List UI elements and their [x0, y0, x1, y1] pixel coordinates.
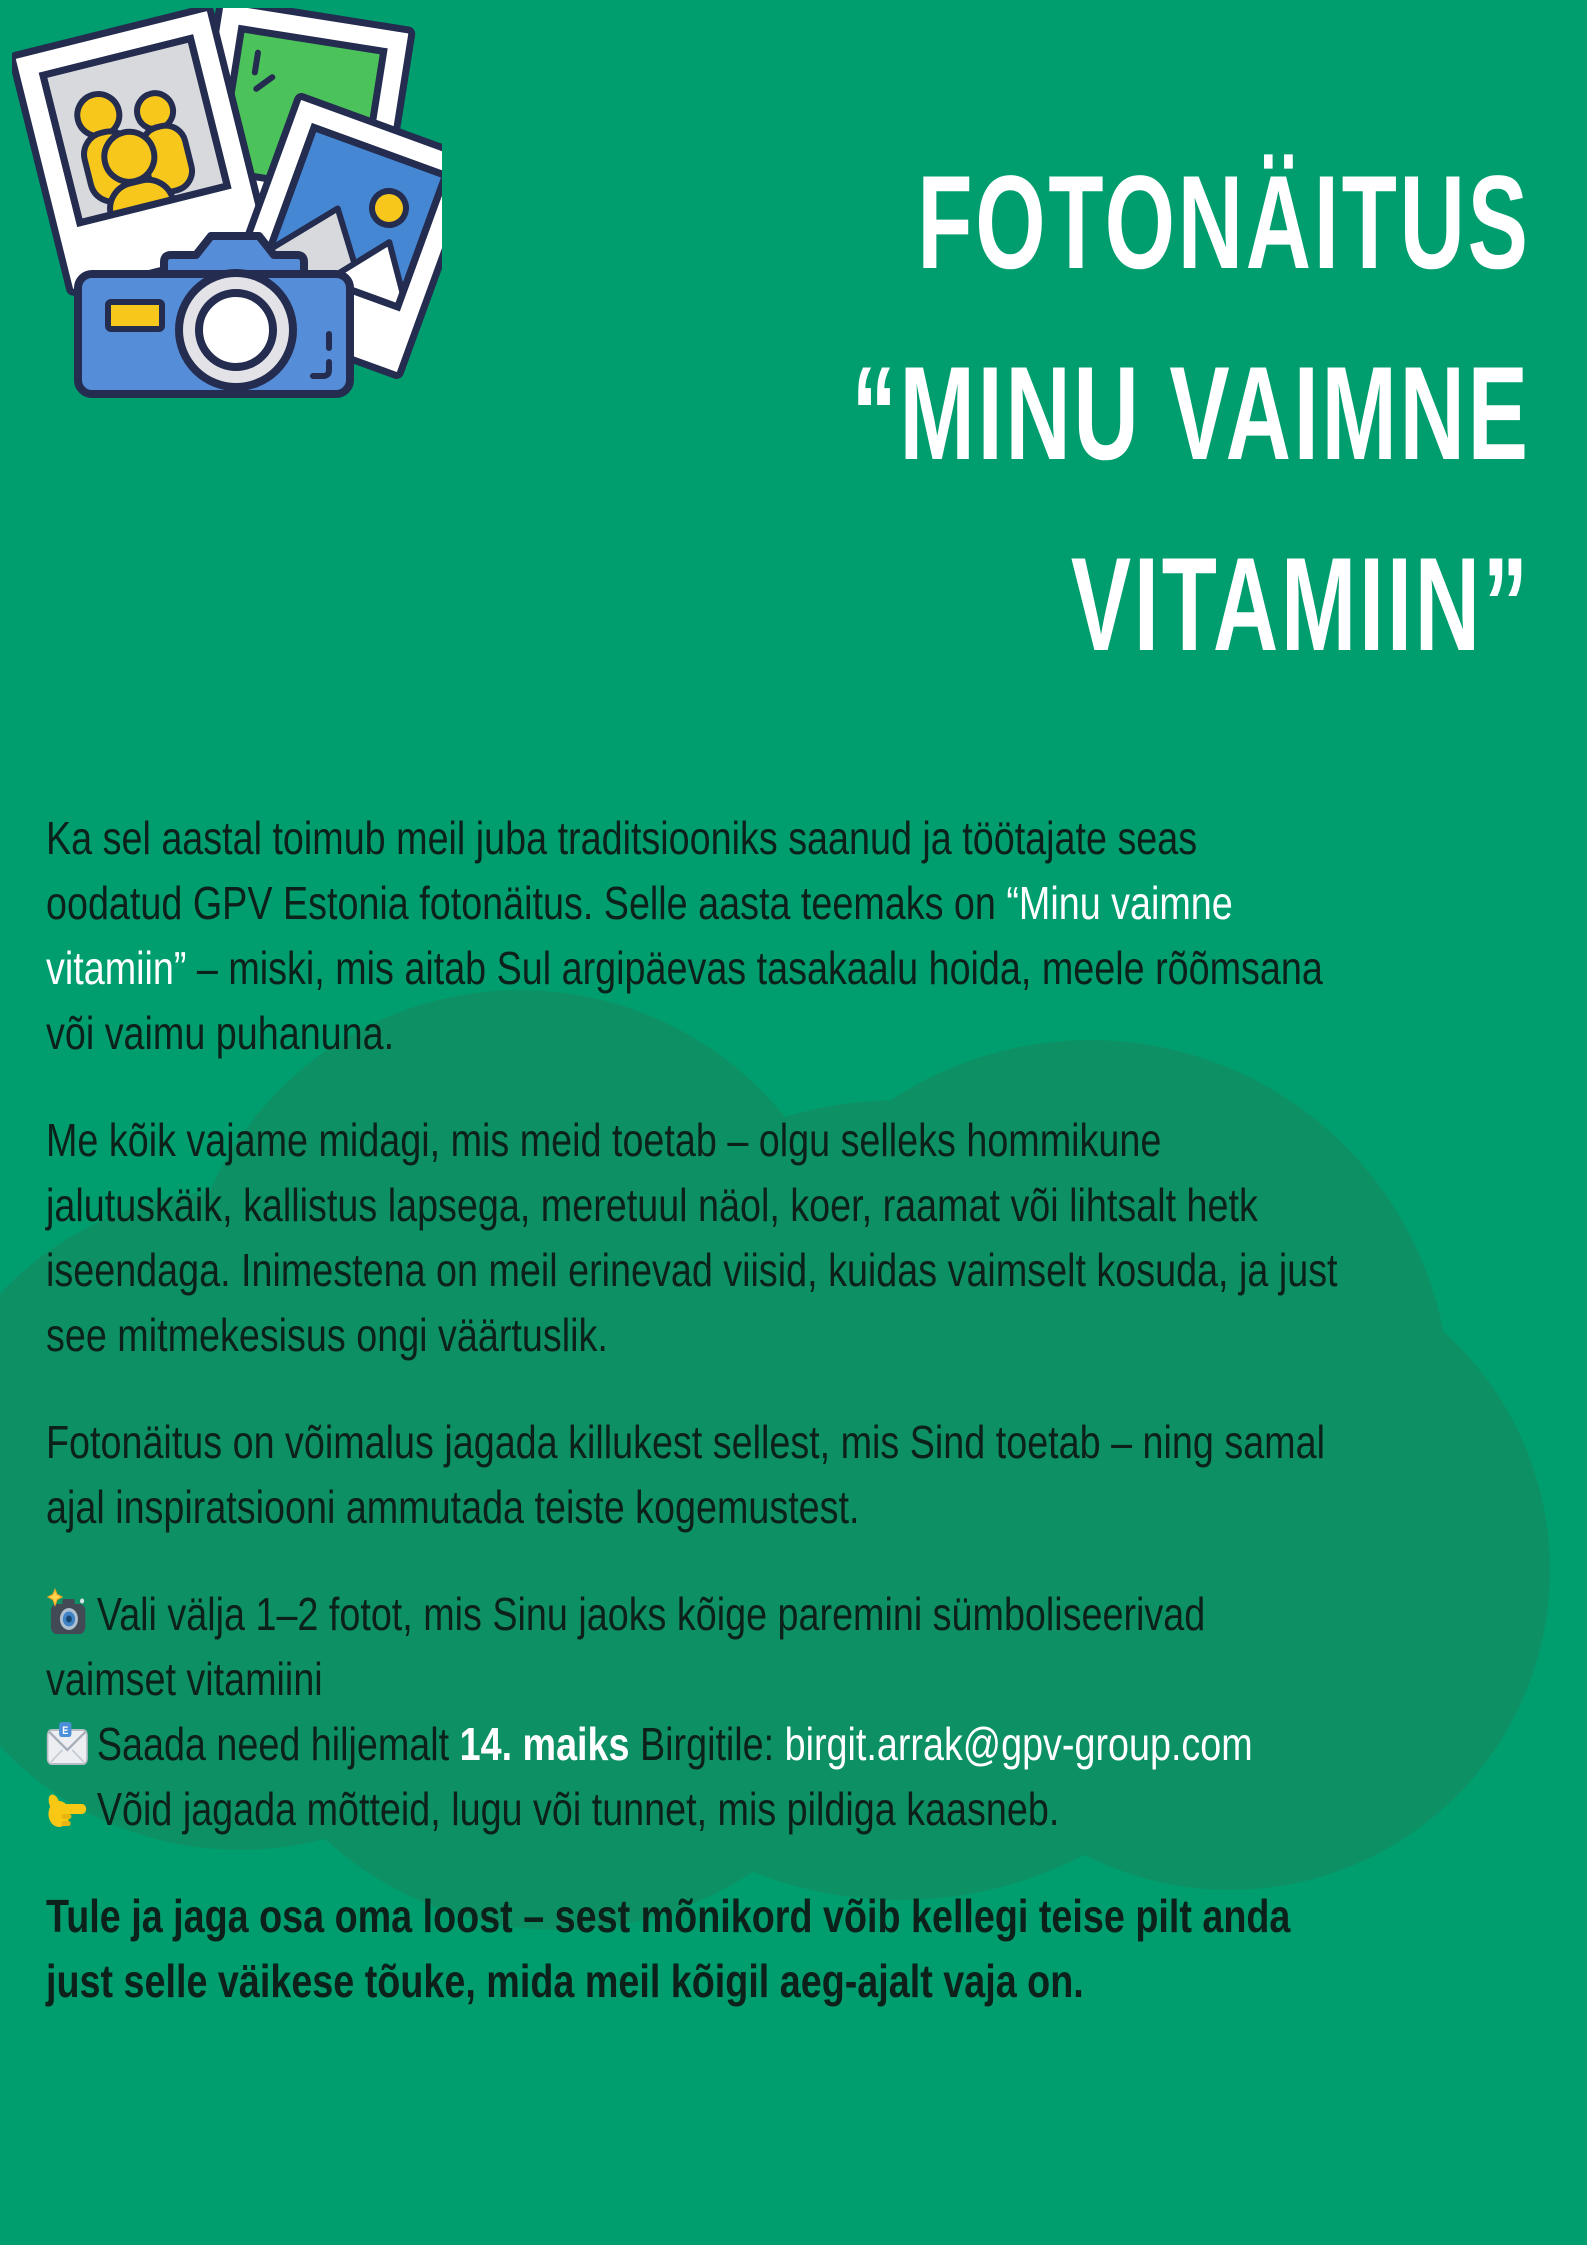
text-line [46, 1647, 1587, 1712]
text-line [46, 1173, 1587, 1238]
text-segment: Fotonäitus on võimalus jagada killukest sellest, mis Sind toetab – ning samal [46, 1416, 1325, 1468]
text-segment: see mitmekesisus ongi väärtuslik. [46, 1309, 608, 1361]
text-segment: just selle väikese tõuke, mida meil kõigil aeg-ajalt vaja on. [46, 1955, 1084, 2007]
title-line-1: FOTONÄITUS [917, 149, 1531, 297]
email-icon [46, 1718, 89, 1770]
text-segment: jalutuskäik, kallistus lapsega, meretuul näol, koer, raamat või lihtsalt hetk [46, 1179, 1258, 1231]
instructions-list [46, 1582, 1587, 1842]
text-segment: Saada need hiljemalt [96, 1718, 460, 1770]
text-line [46, 1238, 1587, 1303]
text-segment: Birgitile: [629, 1718, 785, 1770]
text-line [46, 1777, 1587, 1842]
text-segment: vitamiin” [46, 942, 187, 994]
svg-text:E: E [62, 1725, 69, 1738]
text-segment: – miski, mis aitab Sul argipäevas tasakaalu hoida, meele rõõmsana [186, 942, 1323, 994]
polaroid-photos-and-camera-illustration [12, 8, 442, 413]
text-segment: oodatud GPV Estonia fotonäitus. Selle aasta teemaks on [46, 877, 1007, 929]
text-segment: iseendaga. Inimestena on meil erinevad viisid, kuidas vaimselt kosuda, ja just [46, 1244, 1338, 1296]
email-address[interactable]: birgit.arrak@gpv-group.com [784, 1718, 1253, 1770]
camera-flash-icon [46, 1588, 89, 1640]
text-line [46, 1475, 1587, 1540]
text-line [46, 936, 1587, 1001]
text-segment: ajal inspiratsiooni ammutada teiste kogemustest. [46, 1481, 860, 1533]
text-segment: Me kõik vajame midagi, mis meid toetab – olgu selleks hommikune [46, 1114, 1162, 1166]
text-line [46, 1303, 1587, 1368]
text-line [46, 1410, 1587, 1475]
closing-paragraph [46, 1884, 1587, 2014]
exhibition-paragraph [46, 1410, 1587, 1540]
text-line [46, 1712, 1587, 1777]
text-segment: vaimset vitamiini [46, 1653, 323, 1705]
text-segment: või vaimu puhanuna. [46, 1007, 395, 1059]
text-segment: “Minu vaimne [1006, 877, 1233, 929]
text-segment: Ka sel aastal toimub meil juba traditsiooniks saanud ja töötajate seas [46, 812, 1198, 864]
text-line [46, 1108, 1587, 1173]
pointing-right-icon [46, 1783, 89, 1835]
text-line [46, 871, 1587, 936]
intro-paragraph [46, 806, 1587, 1066]
title-line-3: VITAMIIN” [1071, 531, 1531, 679]
poster-title [532, 128, 1531, 701]
text-segment: Võid jagada mõtteid, lugu või tunnet, mis pildiga kaasneb. [96, 1783, 1060, 1835]
text-line [46, 1949, 1587, 2014]
text-segment: Tule ja jaga osa oma loost – sest mõnikord võib kellegi teise pilt anda [46, 1890, 1291, 1942]
text-segment: 14. maiks [459, 1718, 630, 1770]
text-line [46, 1884, 1587, 1949]
text-segment: Vali välja 1–2 fotot, mis Sinu jaoks kõige paremini sümboliseerivad [96, 1588, 1206, 1640]
title-line-2: “MINU VAIMNE [851, 340, 1531, 488]
support-paragraph [46, 1108, 1587, 1368]
poster-body [46, 806, 1587, 2056]
text-line [46, 1001, 1587, 1066]
text-line [46, 806, 1587, 871]
text-line [46, 1582, 1587, 1647]
